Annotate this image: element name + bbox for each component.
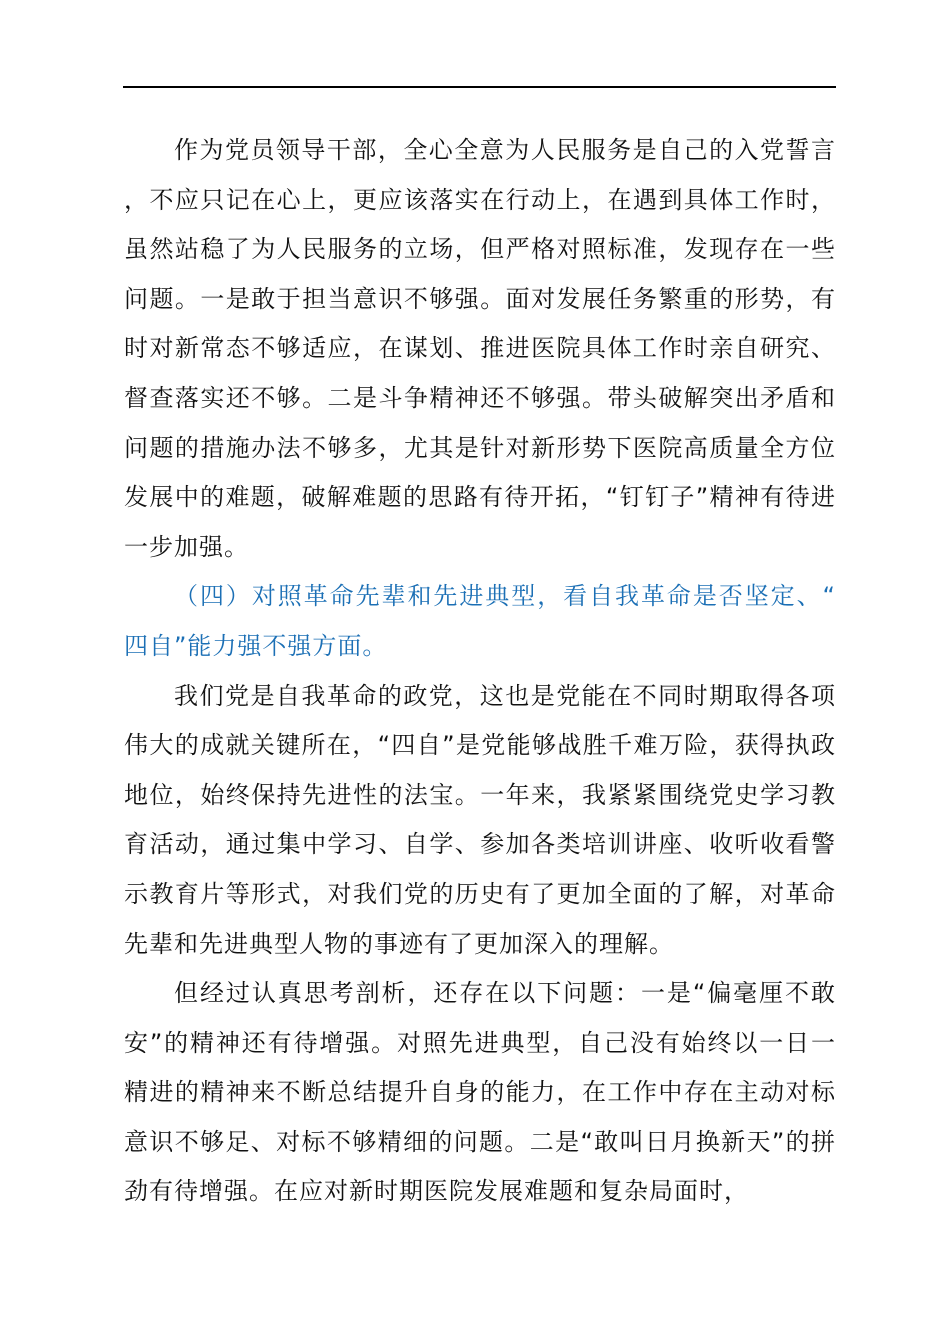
section-heading: （四）对照革命先辈和先进典型，看自我革命是否坚定、“四自”能力强不强方面。: [124, 582, 836, 660]
document-body: [124, 126, 836, 1217]
paragraph-body: 作为党员领导干部，全心全意为人民服务是自己的入党誓言，不应只记在心上，更应该落实在行动上，在遇到具体工作时，虽然站稳了为人民服务的立场，但严格对照标准，发现存在一些问题。一是敢于担当意识不够强。面对发展任务繁重的形势，有时对新常态不够适应，在谋划、推进医院具体工作时亲自研究、督查落实还不够。二是斗争精神还不够强。带头破解突出矛盾和问题的措施办法不够多，尤其是针对新形势下医院高质量全方位发展中的难题，破解难题的思路有待开拓，“钉钉子”精神有待进一步加强。: [124, 136, 836, 561]
paragraph-body: 我们党是自我革命的政党，这也是党能在不同时期取得各项伟大的成就关键所在，“四自”是党能够战胜千难万险，获得执政地位，始终保持先进性的法宝。一年来，我紧紧围绕党史学习教育活动，通过集中学习、自学、参加各类培训讲座、收听收看警示教育片等形式，对我们党的历史有了更加全面的了解，对革命先辈和先进典型人物的事迹有了更加深入的理解。: [124, 681, 836, 958]
paragraph-body: 但经过认真思考剖析，还存在以下问题：一是“偏毫厘不敢安”的精神还有待增强。对照先进典型，自己没有始终以一日一精进的精神来不断总结提升自身的能力，在工作中存在主动对标意识不够足、对标不够精细的问题。二是“敢叫日月换新天”的拼劲有待增强。在应对新时期医院发展难题和复杂局面时，: [124, 979, 836, 1206]
header-rule: [123, 86, 836, 88]
